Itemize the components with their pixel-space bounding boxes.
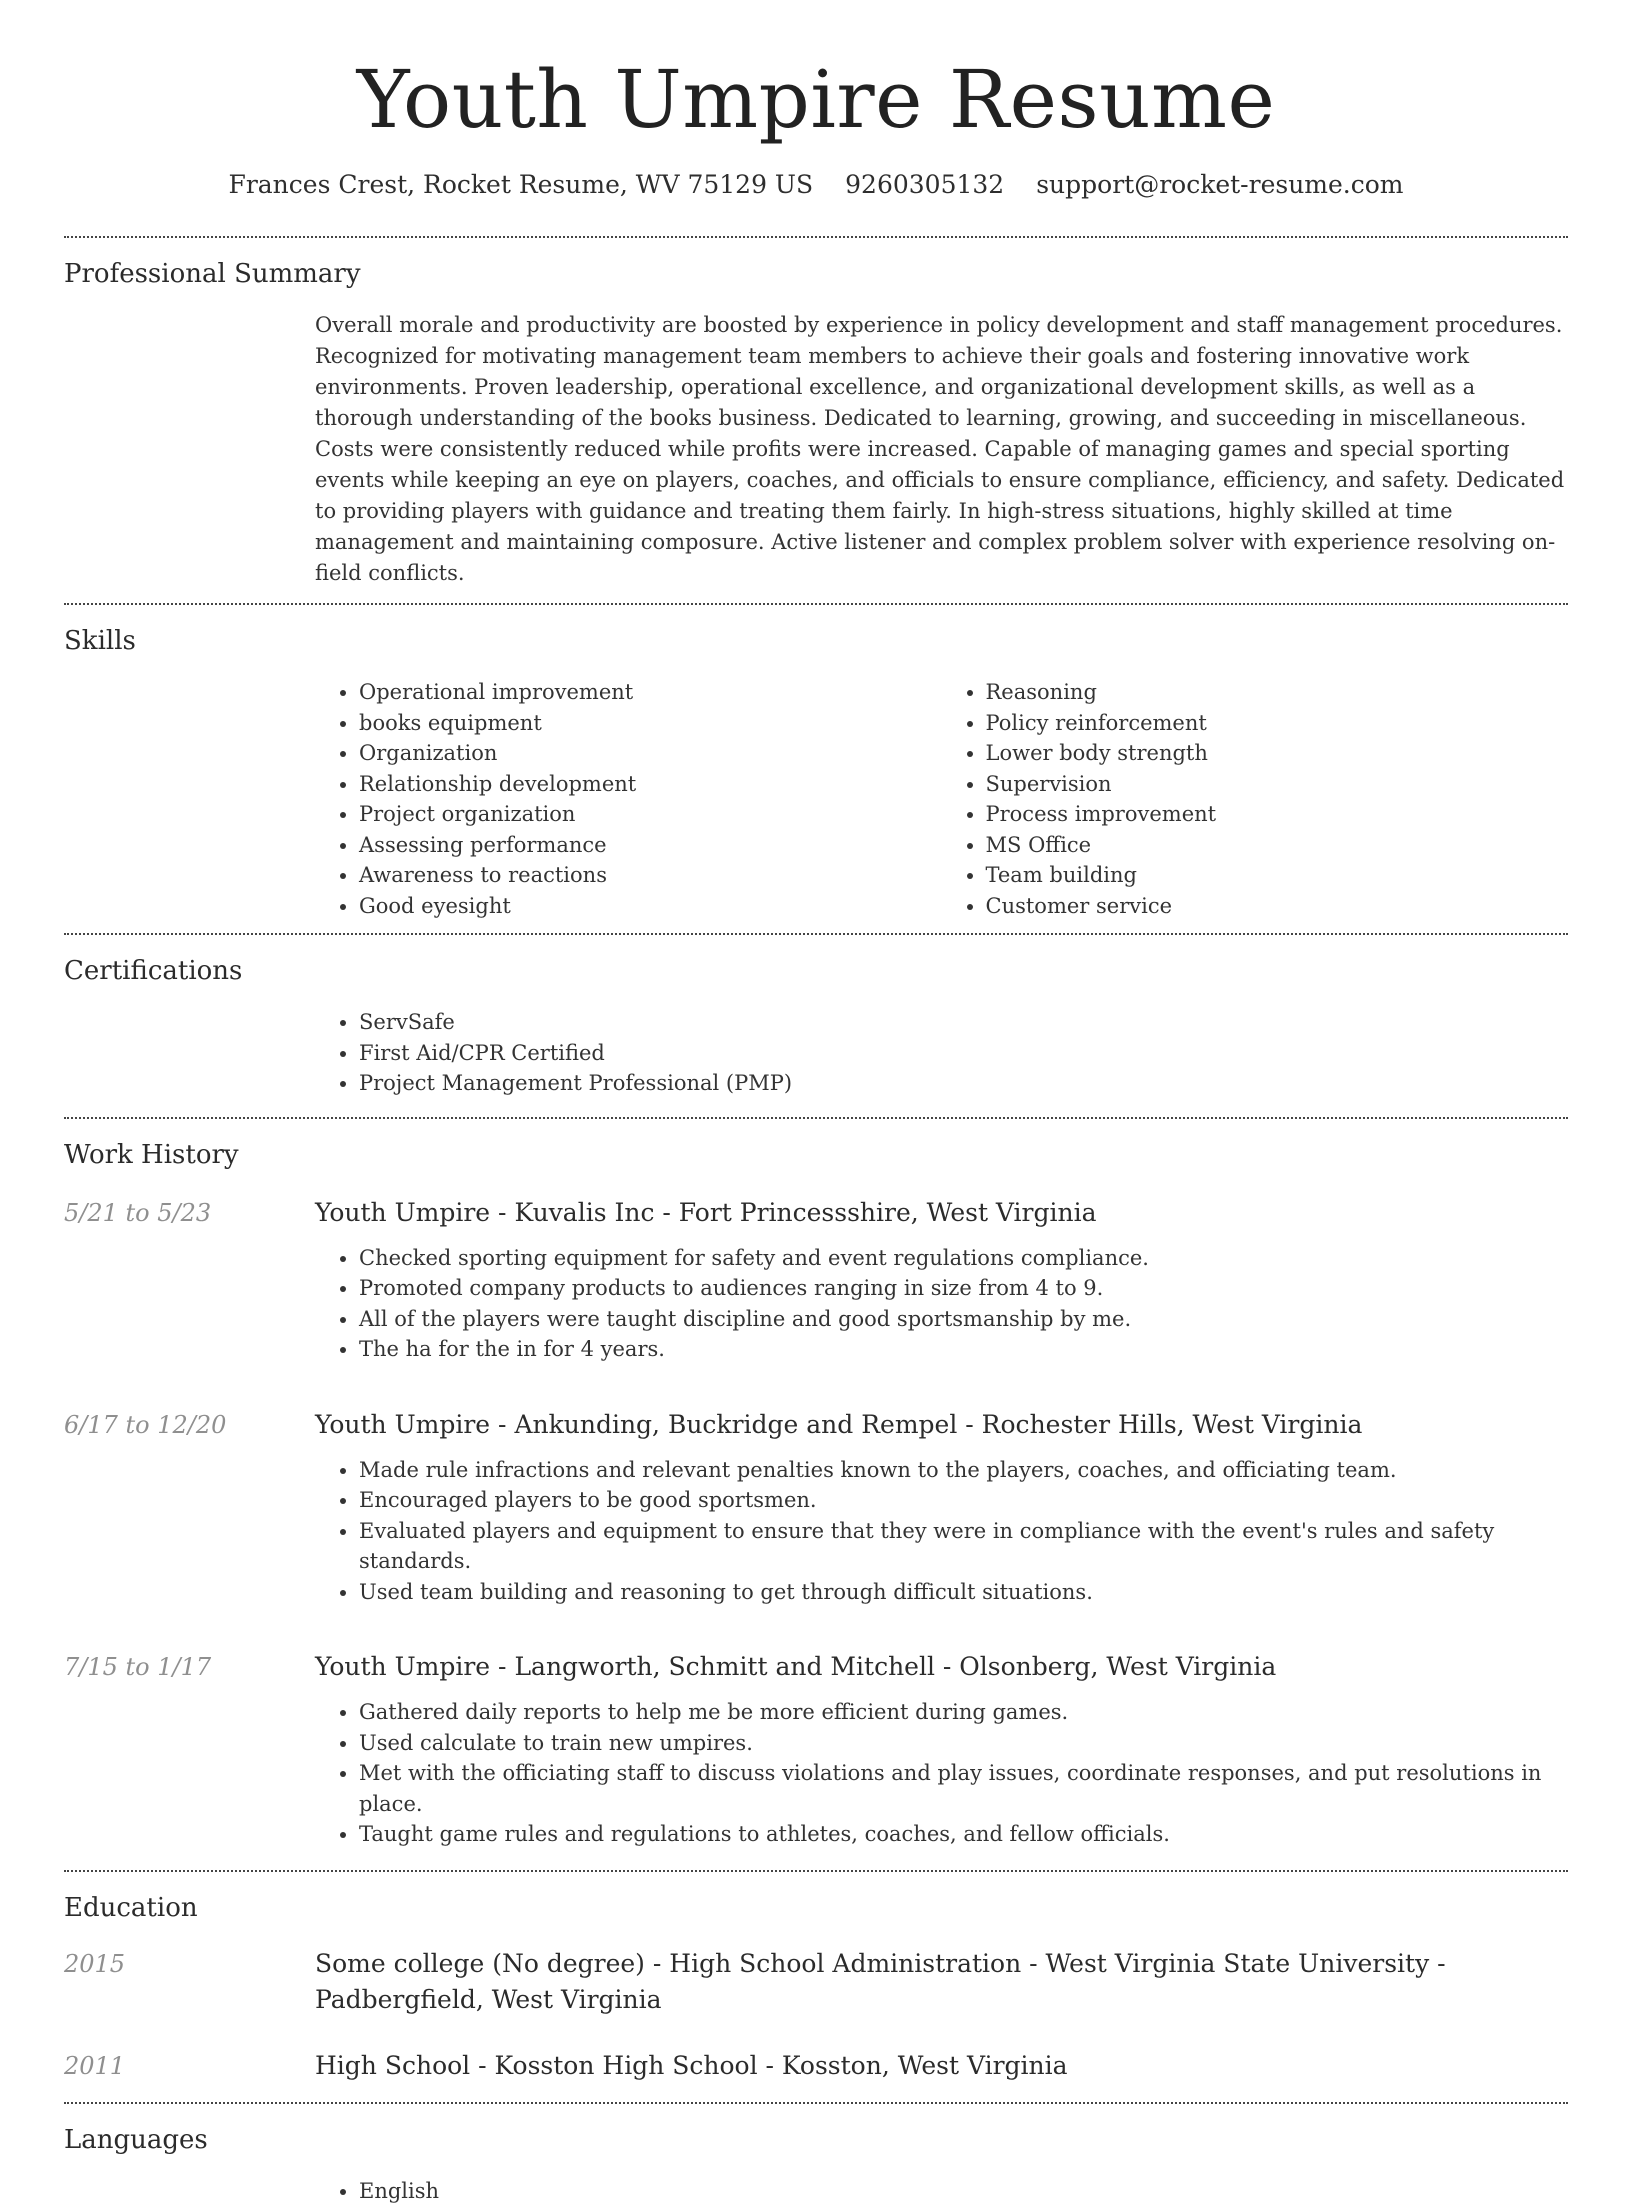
education-heading-line	[315, 1946, 1568, 2018]
summary-section	[64, 238, 1568, 589]
skill-item: • Assessing performance	[359, 830, 942, 861]
job-heading	[315, 1649, 1568, 1685]
skill-item: • Policy reinforcement	[986, 708, 1569, 739]
skills-columns	[315, 677, 1568, 921]
skills-section	[64, 605, 1568, 921]
job-bullet: • Checked sporting equipment for safety and event regulations compliance.	[359, 1243, 1568, 1274]
skill-item: • Relationship development	[359, 769, 942, 800]
skill-item: • books equipment	[359, 708, 942, 739]
job-bullet: • Taught game rules and regulations to athletes, coaches, and fellow officials.	[359, 1819, 1568, 1850]
work-history-section	[64, 1119, 1568, 1870]
job-dates: 7/15 to 1/17	[64, 1649, 315, 1870]
skill-item: • Project organization	[359, 799, 942, 830]
skill-item: • Process improvement	[986, 799, 1569, 830]
contact-email: support@rocket-resume.com	[1036, 168, 1403, 202]
skill-item: • Customer service	[986, 891, 1569, 922]
skill-item: • Supervision	[986, 769, 1569, 800]
job-details: - Langworth, Schmitt and Mitchell - Olsonberg, West Virginia	[490, 1652, 1276, 1681]
education-year: 2011	[64, 2048, 315, 2084]
languages-heading: Languages	[64, 2122, 1568, 2158]
summary-text: Overall morale and productivity are boosted by experience in policy development and staff management procedures. Recognized for motivating management team members to achieve their goals and fostering innovative work environments. Proven leadership, operational excellence, and organizational development skills, as well as a thorough understanding of the books business. Dedicated to learning, growing, and succeeding in miscellaneous. Costs were consistently reduced while profits were increased. Capable of managing games and special sporting events while keeping an eye on players, coaches, and officials to ensure compliance, efficiency, and safety. Dedicated to providing players with guidance and treating them fairly. In high-stress situations, highly skilled at time management and maintaining composure. Active listener and complex problem solver with experience resolving on-field conflicts.	[315, 310, 1568, 589]
contact-line	[64, 168, 1568, 202]
certifications-list	[315, 1007, 1568, 1099]
language-item: • English	[359, 2176, 1568, 2206]
skills-heading: Skills	[64, 623, 1568, 659]
education-entry	[64, 2048, 1568, 2084]
education-year: 2015	[64, 1946, 315, 2018]
job-dates: 6/17 to 12/20	[64, 1407, 315, 1628]
job-heading	[315, 1195, 1568, 1231]
job-details: - Kuvalis Inc - Fort Princessshire, West Virginia	[490, 1198, 1096, 1227]
job-bullets	[315, 1697, 1568, 1850]
job-bullets	[315, 1455, 1568, 1608]
job-bullet: • The ha for the in for 4 years.	[359, 1334, 1568, 1365]
job-title: Youth Umpire	[315, 1198, 490, 1227]
job-title: Youth Umpire	[315, 1410, 490, 1439]
certifications-heading: Certifications	[64, 953, 1568, 989]
job-bullet: • Evaluated players and equipment to ensure that they were in compliance with the event's rules and safety standards.	[359, 1516, 1568, 1577]
skills-right-list	[942, 677, 1569, 921]
certification-item: • Project Management Professional (PMP)	[359, 1068, 1568, 1099]
skill-item: • Reasoning	[986, 677, 1569, 708]
languages-list	[315, 2176, 1568, 2206]
job-bullet: • Made rule infractions and relevant penalties known to the players, coaches, and officiating team.	[359, 1455, 1568, 1486]
education-entry	[64, 1946, 1568, 2018]
education-degree: High School	[315, 2051, 470, 2080]
job-bullet: • Used calculate to train new umpires.	[359, 1728, 1568, 1759]
skill-item: • Lower body strength	[986, 738, 1569, 769]
job-details: - Ankunding, Buckridge and Rempel - Rochester Hills, West Virginia	[490, 1410, 1362, 1439]
job-heading	[315, 1407, 1568, 1443]
skill-item: • MS Office	[986, 830, 1569, 861]
job-bullet: • All of the players were taught discipline and good sportsmanship by me.	[359, 1304, 1568, 1335]
skill-item: • Team building	[986, 860, 1569, 891]
skills-left-list	[315, 677, 942, 921]
certification-item: • First Aid/CPR Certified	[359, 1038, 1568, 1069]
job-title: Youth Umpire	[315, 1652, 490, 1681]
job-bullet: • Promoted company products to audiences ranging in size from 4 to 9.	[359, 1273, 1568, 1304]
certification-item: • ServSafe	[359, 1007, 1568, 1038]
job-entry	[64, 1407, 1568, 1628]
job-bullet: • Gathered daily reports to help me be more efficient during games.	[359, 1697, 1568, 1728]
job-bullet: • Used team building and reasoning to get through difficult situations.	[359, 1577, 1568, 1608]
education-details: - West Virginia State University - Padbergfield, West Virginia	[315, 1949, 1446, 2014]
languages-section	[64, 2104, 1568, 2206]
contact-phone: 9260305132	[845, 168, 1004, 202]
education-section	[64, 1872, 1568, 2084]
job-entry	[64, 1649, 1568, 1870]
skill-item: • Awareness to reactions	[359, 860, 942, 891]
summary-heading: Professional Summary	[64, 256, 1568, 292]
education-heading-line	[315, 2048, 1568, 2084]
certifications-section	[64, 935, 1568, 1099]
job-bullets	[315, 1243, 1568, 1365]
job-entry	[64, 1195, 1568, 1385]
skill-item: • Good eyesight	[359, 891, 942, 922]
skill-item: • Organization	[359, 738, 942, 769]
education-heading: Education	[64, 1890, 1568, 1926]
work-history-heading: Work History	[64, 1137, 1568, 1173]
skill-item: • Operational improvement	[359, 677, 942, 708]
job-bullet: • Met with the officiating staff to discuss violations and play issues, coordinate responses, and put resolutions in place.	[359, 1758, 1568, 1819]
education-details: - Kosston High School - Kosston, West Virginia	[470, 2051, 1067, 2080]
contact-address: Frances Crest, Rocket Resume, WV 75129 US	[228, 168, 813, 202]
job-dates: 5/21 to 5/23	[64, 1195, 315, 1385]
job-bullet: • Encouraged players to be good sportsmen.	[359, 1485, 1568, 1516]
education-degree: Some college (No degree) - High School Administration	[315, 1949, 1021, 1978]
resume-title: Youth Umpire Resume	[64, 0, 1568, 148]
